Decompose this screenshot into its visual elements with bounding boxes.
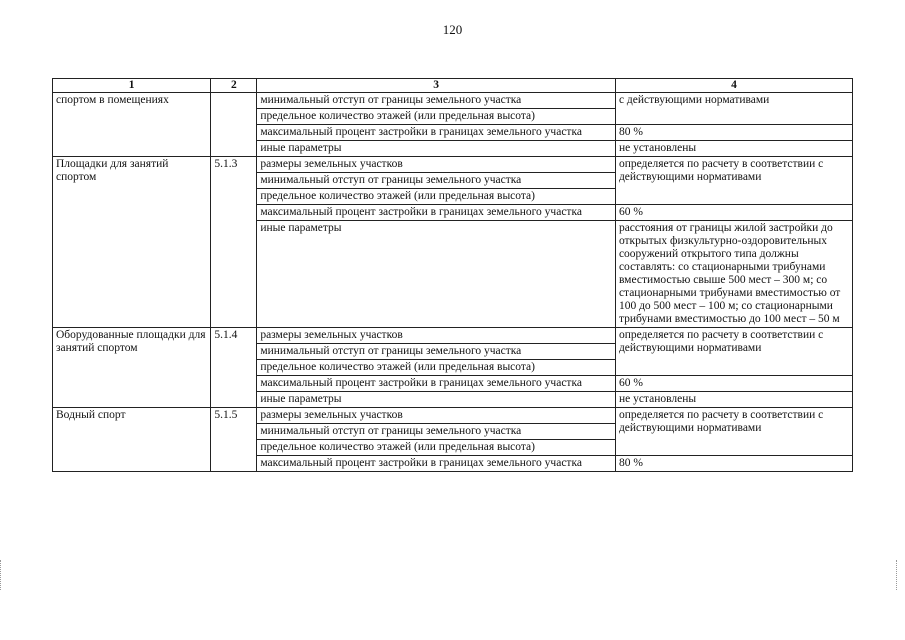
value-cell: определяется по расчету в соответствии с действующими нормативами xyxy=(615,408,852,456)
param-cell: максимальный процент застройки в границах земельного участка xyxy=(257,125,616,141)
param-cell: минимальный отступ от границы земельного участка xyxy=(257,173,616,189)
column-header: 1 xyxy=(53,79,211,93)
value-cell: определяется по расчету в соответствии с действующими нормативами xyxy=(615,328,852,376)
value-cell: 80 % xyxy=(615,456,852,472)
param-cell: максимальный процент застройки в границах земельного участка xyxy=(257,456,616,472)
param-cell: минимальный отступ от границы земельного участка xyxy=(257,424,616,440)
header-row xyxy=(53,79,853,93)
param-cell: предельное количество этажей (или предельная высота) xyxy=(257,440,616,456)
param-cell: предельное количество этажей (или предельная высота) xyxy=(257,109,616,125)
param-cell: размеры земельных участков xyxy=(257,408,616,424)
param-cell: размеры земельных участков xyxy=(257,157,616,173)
use-code-cell xyxy=(211,93,257,157)
value-cell: не установлены xyxy=(615,141,852,157)
param-cell: иные параметры xyxy=(257,141,616,157)
value-cell: определяется по расчету в соответствии с действующими нормативами xyxy=(615,157,852,205)
param-cell: минимальный отступ от границы земельного участка xyxy=(257,344,616,360)
page-number: 120 xyxy=(442,22,463,37)
param-cell: размеры земельных участков xyxy=(257,328,616,344)
value-cell: 80 % xyxy=(615,125,852,141)
value-cell: 60 % xyxy=(615,205,852,221)
regulations-table xyxy=(52,78,853,472)
table-row xyxy=(53,93,853,109)
value-cell: с действующими нормативами xyxy=(615,93,852,125)
column-header: 3 xyxy=(257,79,616,93)
table-row xyxy=(53,408,853,424)
param-cell: минимальный отступ от границы земельного участка xyxy=(257,93,616,109)
scan-edge-mark xyxy=(896,560,903,590)
scan-edge-mark xyxy=(0,560,7,590)
use-name-cell: Оборудованные площадки для занятий спортом xyxy=(53,328,211,408)
use-name-cell: спортом в помещениях xyxy=(53,93,211,157)
use-name-cell: Водный спорт xyxy=(53,408,211,472)
param-cell: предельное количество этажей (или предельная высота) xyxy=(257,189,616,205)
use-code-cell: 5.1.3 xyxy=(211,157,257,328)
param-cell: максимальный процент застройки в границах земельного участка xyxy=(257,205,616,221)
column-header: 4 xyxy=(615,79,852,93)
param-cell: предельное количество этажей (или предельная высота) xyxy=(257,360,616,376)
value-cell: 60 % xyxy=(615,376,852,392)
table-row xyxy=(53,328,853,344)
value-cell: расстояния от границы жилой застройки до открытых физкультурно-оздоровительных сооружений открытого типа должны составлять: со стационарными трибунами вместимостью свыше 500 мест – 300 м; со стационарными трибунами вместимостью от 100 до 500 мест – 100 м; со стационарными трибунами вместимостью до 100 мест – 50 м xyxy=(615,221,852,328)
value-cell: не установлены xyxy=(615,392,852,408)
table-row xyxy=(53,157,853,173)
param-cell: иные параметры xyxy=(257,221,616,328)
param-cell: иные параметры xyxy=(257,392,616,408)
use-code-cell: 5.1.4 xyxy=(211,328,257,408)
param-cell: максимальный процент застройки в границах земельного участка xyxy=(257,376,616,392)
column-header: 2 xyxy=(211,79,257,93)
use-code-cell: 5.1.5 xyxy=(211,408,257,472)
use-name-cell: Площадки для занятий спортом xyxy=(53,157,211,328)
